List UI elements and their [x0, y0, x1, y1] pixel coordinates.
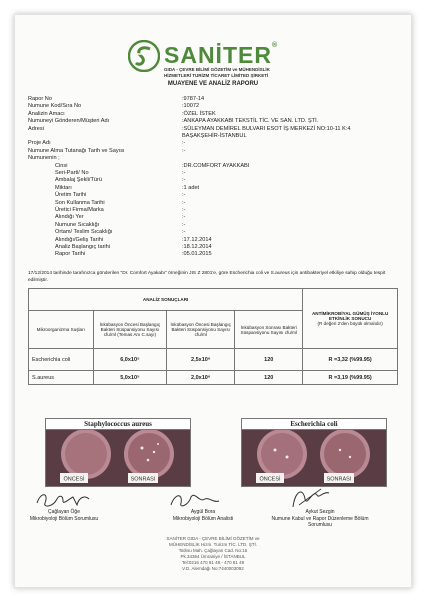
signature-block-1: [21, 509, 107, 522]
signature-3-image: [285, 485, 335, 511]
company-stamp: SANİTER GIDA - ÇEVRE BİLİMİ GÖZETİM ve MÜHENDİSLİK Hizm. Turizm TİC. LTD. ŞTİ. Tatlısu Mah. Çağlayan Cad. No:15 Pk.34364 Ümraniye / İSTANBUL Tel:0216 470 81 48 - 470 81 49 V.D. Alemdağı No:7440003092: [166, 536, 260, 571]
row-organism: S.aureus: [29, 371, 94, 385]
field-value: :1 adet: [182, 184, 200, 191]
field-value: :-: [182, 229, 186, 236]
field-value: :-: [182, 147, 186, 154]
field-value: :ÖZEL İSTEK: [182, 110, 216, 117]
field-value: :17.12.2014: [182, 236, 212, 243]
field-label: Üretici Firma/Marka: [55, 207, 104, 213]
photo-staph: [45, 429, 191, 487]
signature-block-2: [155, 509, 251, 522]
page-title: MUAYENE VE ANALİZ RAPORU: [167, 81, 259, 87]
field-value: :10072: [182, 103, 200, 110]
field-value: BAŞAKŞEHİR-İSTANBUL: [182, 133, 247, 139]
field-label: Alındığı/Geliş Tarihi: [55, 236, 104, 243]
field-value: :-: [182, 170, 186, 176]
field-label: Rapor Tarihi: [55, 251, 86, 258]
company-line-1: GIDA - ÇEVRE BİLİMİ GÖZETİM ve MÜHENDİSLİK: [164, 67, 270, 72]
field-label: Üretim Tarihi: [55, 192, 87, 199]
field-label: Numune Sıcaklığı: [55, 221, 100, 228]
field-label: Numune Kod/Sıra No: [28, 103, 82, 110]
result-header: ANTİMİKROBİYAL GÜMÜŞ İYONLU ETKİNLİK SONUCU (R değeri 2'den büyük olmalıdır): [303, 289, 398, 349]
field-value: :ANKAPA AYAKKABI TEKSTİL TİC. VE SAN. LTD. ŞTİ.: [182, 118, 319, 125]
field-value: :-: [182, 207, 186, 213]
col-organism: Mikroorganizma Suşları: [29, 311, 94, 349]
signer-name: Aygül Bora: [190, 509, 216, 515]
row-pre: 2,0x10⁶: [167, 371, 235, 385]
row-start: 5,0x10⁵: [93, 371, 167, 385]
row-organism: Escherichia coli: [29, 349, 94, 371]
signer-role: Numune Kabul ve Rapor Düzenleme Bölüm Sorumlusu: [271, 515, 369, 528]
photo-ecoli: [241, 429, 387, 487]
field-label: Analizin Amacı: [28, 110, 65, 117]
field-value: :-: [182, 214, 186, 221]
field-label: Son Kullanma Tarihi: [55, 199, 105, 206]
analysis-header: ANALİZ SONUÇLARI: [29, 289, 303, 311]
field-value: :-: [182, 177, 186, 184]
table-row: [29, 371, 398, 385]
photo-label-before: ÖNCESİ: [259, 476, 281, 483]
signature-block-3: [265, 509, 375, 529]
signature-1-image: [33, 489, 93, 511]
field-label: Miktarı: [55, 184, 72, 191]
saniter-logo-icon: [128, 40, 160, 72]
col-post: İnkübasyon Sonrası Bakteri Süspansiyonu Sayısı cfu/ml: [235, 311, 303, 349]
row-pre: 2,5x10⁶: [167, 349, 235, 371]
col-pre: İnkübasyon Öncesi Başlangıç Bakteri Süspansiyonu Sayısı cfu/ml: [167, 311, 235, 349]
petri-dish-image: [242, 430, 386, 486]
field-label: Alındığı Yer: [55, 214, 84, 221]
photo-title-ecoli: Escherichia coli: [241, 418, 387, 430]
field-label: Ortam/ Teslim Sıcaklığı: [55, 229, 113, 236]
photo-label-after: SONRASI: [326, 476, 352, 483]
signature-2-image: [165, 489, 225, 511]
field-label: Adresi: [28, 125, 44, 132]
field-label: Rapor No: [28, 96, 52, 102]
report-page: [14, 14, 412, 588]
field-label: Cinsi: [55, 162, 68, 169]
photo-title-staph: Staphylococcus aureus: [45, 418, 191, 430]
field-label: Analiz Başlangıç tarihi: [55, 244, 111, 250]
photo-label-after: SONRASI: [130, 476, 156, 483]
row-post: 120: [235, 349, 303, 371]
row-start: 6,0x10⁵: [93, 349, 167, 371]
signer-name: Aykut Sezgin: [305, 509, 335, 515]
field-value: :9787-14: [182, 96, 205, 102]
signer-role: Mikrobiyoloji Bölüm Sorumlusu: [29, 515, 99, 522]
brand-name: SANİTER®: [164, 42, 279, 68]
signer-name: Çağlayan Öğe: [48, 509, 80, 515]
field-label: Ambalaj Şekli/Türü: [55, 177, 102, 184]
company-line-2: HİZMETLERİ TURİZM TİCARET LİMİTED ŞİRKETİ: [164, 73, 269, 78]
photo-label-before: ÖNCESİ: [63, 476, 85, 483]
analysis-table: [28, 288, 398, 385]
field-value: :05.01.2015: [182, 251, 212, 258]
field-label: Proje Adı: [28, 140, 51, 147]
signer-role: Mikrobiyoloji Bölüm Analisti: [172, 515, 234, 522]
table-row: [29, 349, 398, 371]
field-value: :SÜLEYMAN DEMİREL BULVARI ESOT İŞ MERKEZİ NO:10-11 K:4: [182, 125, 351, 132]
field-value: :-: [182, 140, 186, 147]
field-label: Numunenin ;: [28, 155, 60, 162]
row-result: R =3,19 (%99.95): [303, 371, 398, 385]
field-value: :-: [182, 192, 186, 199]
row-post: 120: [235, 371, 303, 385]
field-label: Numuneyi Gönderen/Müşteri Adı: [28, 118, 110, 125]
col-start: İnkübasyon Öncesi Başlangıç Bakteri Süspansiyonu Sayısı cfu/ml (Temas Anı C.sayı): [93, 311, 167, 349]
result-description: 17/12/2014 tarihinde tarafınızca gönderilen "Dr. Comfort Ayakabı" örneğinin JIS Z 2801'e, göre Escherichia coli ve S.aureus için antibakteriyel etkiliye sahip olduğu tespit edilmiştir.: [28, 271, 386, 283]
petri-dish-image: [46, 430, 190, 486]
row-result: R =3,32 (%99.95): [303, 349, 398, 371]
field-value: :-: [182, 199, 186, 206]
field-label: Numune Alma Tutanağı Tarih ve Sayısı: [28, 147, 125, 154]
field-value: :-: [182, 221, 186, 228]
field-value: :DR.COMFORT AYAKKABI: [182, 162, 250, 169]
field-label: Seri-Parti/ No: [55, 170, 89, 176]
field-value: :18.12.2014: [182, 244, 212, 250]
